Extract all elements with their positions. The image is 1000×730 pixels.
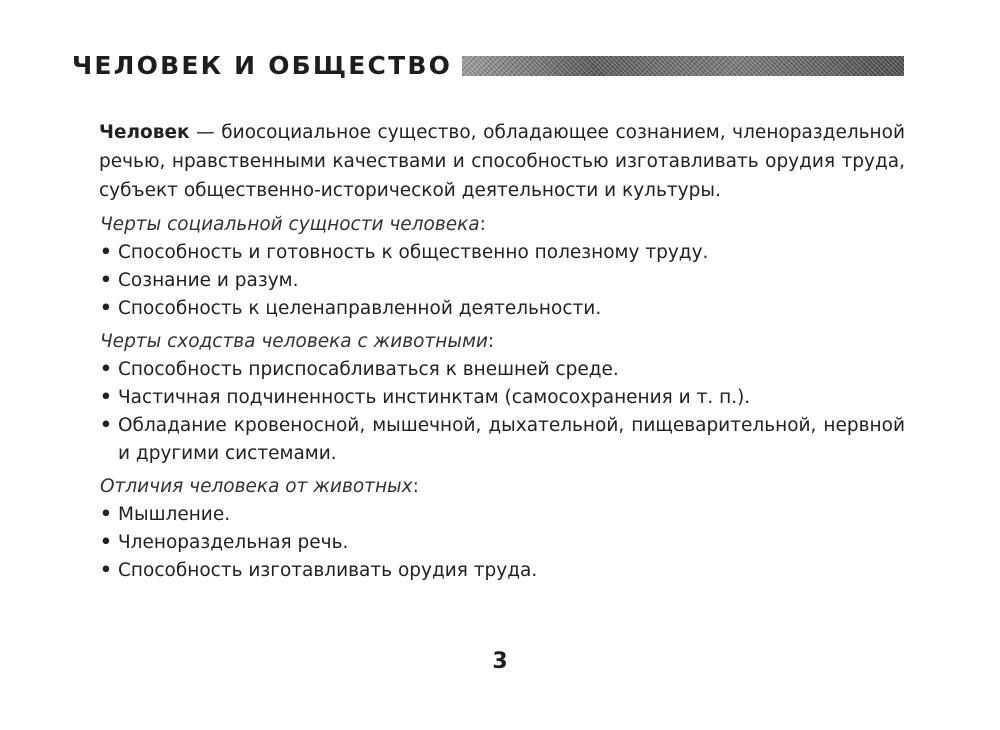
page-title: ЧЕЛОВЕК И ОБЩЕСТВО	[72, 50, 453, 80]
list-item-text: Членораздельная речь.	[118, 532, 349, 553]
section-heading: Черты сходства человека с животными:	[100, 331, 495, 352]
section-differences	[100, 473, 905, 585]
list-item	[100, 384, 905, 412]
list-item	[100, 557, 905, 585]
list-item-text: Обладание кровеносной, мышечной, дыхательной, пищеварительной, нервной и другими системами.	[118, 415, 905, 464]
page-number: 3	[492, 649, 508, 674]
definition-term: Человек	[99, 122, 190, 143]
bullet-icon: •	[100, 387, 112, 408]
section-social-traits	[100, 211, 905, 323]
list-item-text: Способность к целенаправленной деятельности.	[118, 298, 602, 319]
definition-text: — биосоциальное существо, обладающее сознанием, членораздельной речью, нравственными качествами и способностью изготавливать орудия труда, субъект общественно-исторической деятельности и культуры.	[99, 122, 905, 201]
list-item-text: Способность изготавливать орудия труда.	[118, 560, 538, 581]
section-heading-text: Черты сходства человека с животными	[100, 331, 488, 352]
section-similarities	[100, 328, 905, 468]
list-item	[100, 267, 905, 295]
list-item	[100, 239, 905, 267]
bullet-icon: •	[100, 270, 112, 291]
bullet-icon: •	[100, 359, 112, 380]
main-content	[100, 118, 905, 590]
header-decorative-bar	[462, 56, 904, 76]
definition-paragraph	[99, 118, 905, 205]
bullet-icon: •	[100, 504, 112, 525]
list-item	[100, 412, 905, 468]
list-item	[100, 529, 905, 557]
bullet-icon: •	[100, 560, 112, 581]
bullet-list	[100, 356, 905, 468]
bullet-icon: •	[100, 242, 112, 263]
bullet-icon: •	[100, 415, 112, 436]
bullet-list	[100, 501, 905, 585]
list-item-text: Сознание и разум.	[118, 270, 299, 291]
bullet-icon: •	[100, 532, 112, 553]
list-item-text: Мышление.	[118, 504, 231, 525]
list-item-text: Способность и готовность к общественно полезному труду.	[118, 242, 709, 263]
page-header	[72, 46, 904, 84]
section-heading-text: Отличия человека от животных	[100, 476, 413, 497]
section-heading: Отличия человека от животных:	[100, 476, 419, 497]
list-item-text: Способность приспосабливаться к внешней среде.	[118, 359, 619, 380]
list-item	[100, 356, 905, 384]
bullet-list	[100, 239, 905, 323]
list-item-text: Частичная подчиненность инстинктам (самосохранения и т. п.).	[118, 387, 751, 408]
section-heading: Черты социальной сущности человека:	[100, 214, 486, 235]
section-heading-text: Черты социальной сущности человека	[100, 214, 480, 235]
list-item	[100, 295, 905, 323]
bullet-icon: •	[100, 298, 112, 319]
list-item	[100, 501, 905, 529]
